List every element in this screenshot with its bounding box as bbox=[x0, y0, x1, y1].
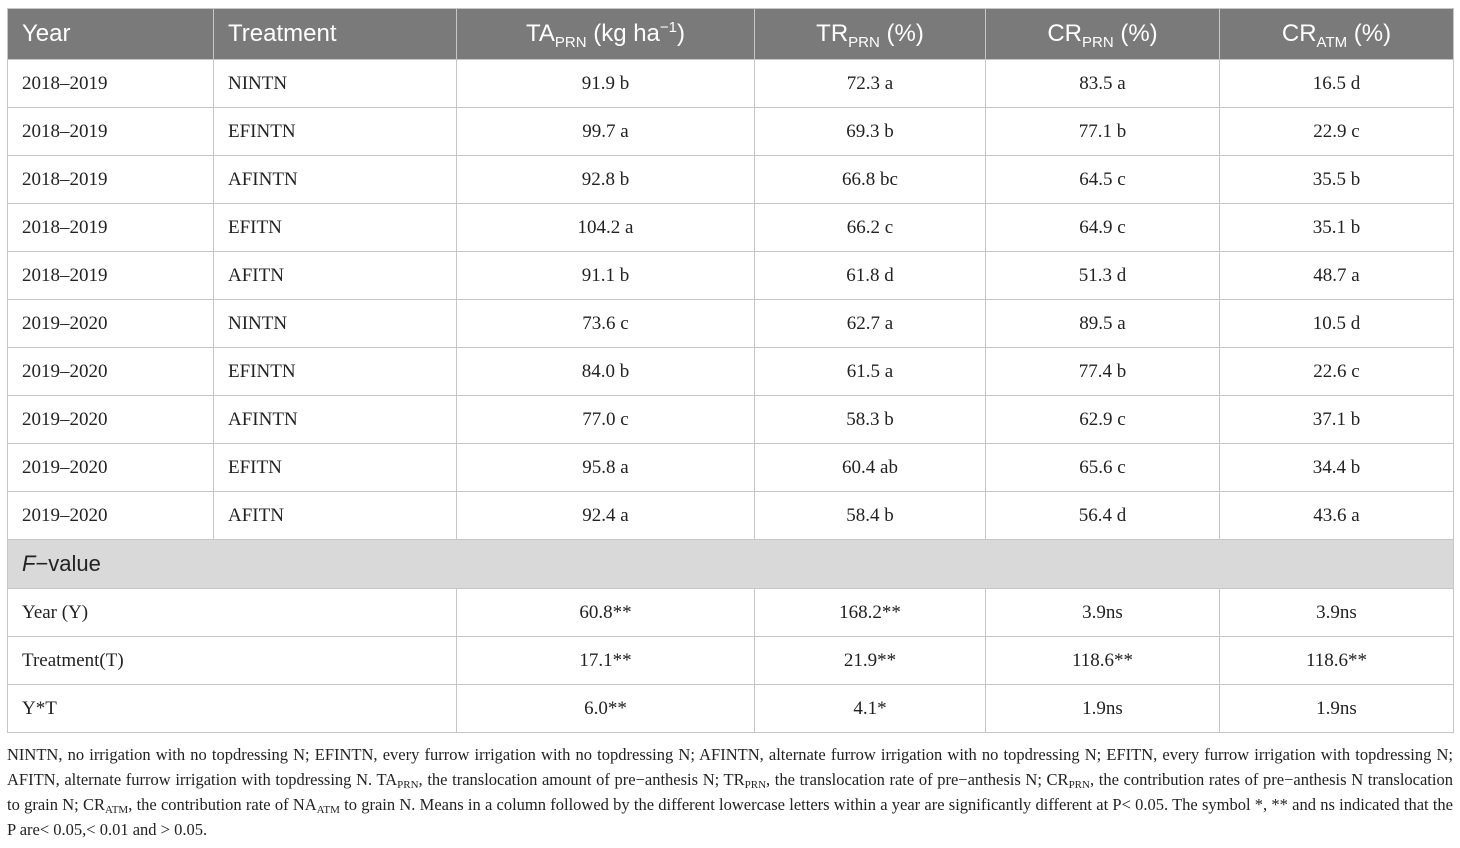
cell-cratm: 48.7 a bbox=[1220, 252, 1454, 300]
fvalue-row bbox=[8, 637, 1454, 685]
footnote-part: NINTN, no irrigation with no topdressing N; EFINTN, every furrow irrigation with no topdressing N; AFINTN, alternate furrow irrigation with no topdressing N; EFITN, every furrow irrigation with topdressing N; AFITN, alternate furrow irrigation with topdressing N. TA bbox=[7, 745, 1453, 789]
cell-crprn: 89.5 a bbox=[986, 300, 1220, 348]
cell-crprn: 83.5 a bbox=[986, 60, 1220, 108]
cell-crprn: 64.9 c bbox=[986, 204, 1220, 252]
cell-crprn: 62.9 c bbox=[986, 396, 1220, 444]
table-header bbox=[8, 9, 1454, 60]
cell-tr: 61.5 a bbox=[755, 348, 986, 396]
footnote-subscript: ATM bbox=[316, 804, 340, 816]
cell-treatment: AFITN bbox=[214, 492, 457, 540]
fvalue-section-row bbox=[8, 540, 1454, 589]
fvalue-label: Treatment(T) bbox=[8, 637, 457, 685]
header-ta-unit-sup: −1 bbox=[659, 19, 678, 36]
table-row bbox=[8, 492, 1454, 540]
data-table bbox=[7, 8, 1454, 733]
footnote-part: to grain N. Means in a column followed by the different lowercase letters within a year are significantly different at P< 0.05. The symbol *, ** and ns indicated that the P are< 0.05,< 0.01 and > 0.05. bbox=[7, 795, 1453, 839]
header-crprn-sub: PRN bbox=[1082, 34, 1114, 51]
cell-crprn: 56.4 d bbox=[986, 492, 1220, 540]
fvalue-cratm: 1.9ns bbox=[1220, 685, 1454, 733]
cell-tr: 61.8 d bbox=[755, 252, 986, 300]
header-ta-sub: PRN bbox=[554, 34, 587, 51]
cell-crprn: 77.4 b bbox=[986, 348, 1220, 396]
footnote-subscript: PRN bbox=[744, 779, 767, 791]
header-ta-unit-pre: (kg ha bbox=[586, 20, 660, 47]
header-cratm-unit: (%) bbox=[1347, 20, 1392, 47]
cell-year: 2018–2019 bbox=[8, 204, 214, 252]
cell-year: 2019–2020 bbox=[8, 444, 214, 492]
cell-year: 2019–2020 bbox=[8, 492, 214, 540]
table-row bbox=[8, 108, 1454, 156]
fvalue-label: Y*T bbox=[8, 685, 457, 733]
cell-tr: 58.4 b bbox=[755, 492, 986, 540]
header-treatment: Treatment bbox=[214, 9, 457, 60]
cell-year: 2018–2019 bbox=[8, 60, 214, 108]
fvalue-cratm: 118.6** bbox=[1220, 637, 1454, 685]
header-row bbox=[8, 9, 1454, 60]
table-footnote bbox=[7, 742, 1453, 842]
header-ta-unit-post: ) bbox=[677, 20, 686, 47]
fvalue-label: Year (Y) bbox=[8, 589, 457, 637]
fvalue-title-italic: F bbox=[22, 551, 36, 576]
fvalue-tr: 4.1* bbox=[755, 685, 986, 733]
cell-ta: 104.2 a bbox=[457, 204, 755, 252]
table-row bbox=[8, 204, 1454, 252]
cell-cratm: 22.6 c bbox=[1220, 348, 1454, 396]
cell-treatment: NINTN bbox=[214, 300, 457, 348]
table-body bbox=[8, 60, 1454, 733]
cell-cratm: 10.5 d bbox=[1220, 300, 1454, 348]
cell-ta: 77.0 c bbox=[457, 396, 755, 444]
header-tr-unit: (%) bbox=[879, 20, 924, 47]
fvalue-cratm: 3.9ns bbox=[1220, 589, 1454, 637]
header-cr-atm bbox=[1220, 9, 1454, 60]
fvalue-ta: 60.8** bbox=[457, 589, 755, 637]
footnote-part: , the contribution rates of pre−anthesis N translocation to grain N; CR bbox=[7, 770, 1453, 814]
cell-cratm: 22.9 c bbox=[1220, 108, 1454, 156]
fvalue-crprn: 3.9ns bbox=[986, 589, 1220, 637]
fvalue-crprn: 1.9ns bbox=[986, 685, 1220, 733]
cell-tr: 72.3 a bbox=[755, 60, 986, 108]
cell-crprn: 77.1 b bbox=[986, 108, 1220, 156]
cell-cratm: 34.4 b bbox=[1220, 444, 1454, 492]
cell-year: 2019–2020 bbox=[8, 300, 214, 348]
cell-cratm: 43.6 a bbox=[1220, 492, 1454, 540]
cell-year: 2018–2019 bbox=[8, 156, 214, 204]
table-row bbox=[8, 348, 1454, 396]
header-tr-main: TR bbox=[816, 20, 849, 47]
cell-treatment: EFINTN bbox=[214, 348, 457, 396]
fvalue-row bbox=[8, 589, 1454, 637]
cell-treatment: EFITN bbox=[214, 204, 457, 252]
cell-year: 2018–2019 bbox=[8, 108, 214, 156]
cell-ta: 99.7 a bbox=[457, 108, 755, 156]
header-tr-prn bbox=[755, 9, 986, 60]
cell-year: 2019–2020 bbox=[8, 396, 214, 444]
cell-tr: 69.3 b bbox=[755, 108, 986, 156]
footnote-subscript: PRN bbox=[397, 779, 419, 791]
cell-ta: 73.6 c bbox=[457, 300, 755, 348]
cell-year: 2018–2019 bbox=[8, 252, 214, 300]
footnote-subscript: PRN bbox=[1068, 779, 1090, 791]
header-cratm-main: CR bbox=[1281, 20, 1317, 47]
cell-year: 2019–2020 bbox=[8, 348, 214, 396]
footnote-part: , the contribution rate of NA bbox=[128, 795, 317, 814]
header-year: Year bbox=[8, 9, 214, 60]
cell-ta: 84.0 b bbox=[457, 348, 755, 396]
footnote-part: , the translocation rate of pre−anthesis N; CR bbox=[766, 770, 1069, 789]
cell-treatment: AFINTN bbox=[214, 396, 457, 444]
fvalue-row bbox=[8, 685, 1454, 733]
fvalue-title-rest: −value bbox=[35, 551, 101, 576]
cell-crprn: 64.5 c bbox=[986, 156, 1220, 204]
footnote-subscript: ATM bbox=[104, 804, 129, 816]
cell-treatment: EFINTN bbox=[214, 108, 457, 156]
cell-cratm: 35.5 b bbox=[1220, 156, 1454, 204]
cell-cratm: 16.5 d bbox=[1220, 60, 1454, 108]
table-row bbox=[8, 300, 1454, 348]
table-row bbox=[8, 252, 1454, 300]
header-crprn-main: CR bbox=[1047, 20, 1082, 47]
footnote-part: , the translocation amount of pre−anthesis N; TR bbox=[418, 770, 745, 789]
header-cratm-sub: ATM bbox=[1316, 34, 1348, 51]
cell-cratm: 37.1 b bbox=[1220, 396, 1454, 444]
table-row bbox=[8, 396, 1454, 444]
table-row bbox=[8, 156, 1454, 204]
fvalue-ta: 6.0** bbox=[457, 685, 755, 733]
cell-tr: 66.8 bc bbox=[755, 156, 986, 204]
cell-ta: 92.4 a bbox=[457, 492, 755, 540]
fvalue-section-title bbox=[8, 540, 1454, 589]
cell-tr: 58.3 b bbox=[755, 396, 986, 444]
cell-crprn: 51.3 d bbox=[986, 252, 1220, 300]
table-container bbox=[7, 8, 1453, 733]
cell-treatment: EFITN bbox=[214, 444, 457, 492]
cell-tr: 60.4 ab bbox=[755, 444, 986, 492]
header-cr-prn bbox=[986, 9, 1220, 60]
cell-cratm: 35.1 b bbox=[1220, 204, 1454, 252]
header-ta-prn bbox=[457, 9, 755, 60]
cell-crprn: 65.6 c bbox=[986, 444, 1220, 492]
table-row bbox=[8, 60, 1454, 108]
cell-treatment: AFINTN bbox=[214, 156, 457, 204]
header-crprn-unit: (%) bbox=[1113, 20, 1158, 47]
fvalue-tr: 168.2** bbox=[755, 589, 986, 637]
fvalue-crprn: 118.6** bbox=[986, 637, 1220, 685]
cell-ta: 91.9 b bbox=[457, 60, 755, 108]
fvalue-ta: 17.1** bbox=[457, 637, 755, 685]
fvalue-tr: 21.9** bbox=[755, 637, 986, 685]
cell-tr: 62.7 a bbox=[755, 300, 986, 348]
table-row bbox=[8, 444, 1454, 492]
header-tr-sub: PRN bbox=[848, 34, 880, 51]
cell-treatment: AFITN bbox=[214, 252, 457, 300]
cell-ta: 92.8 b bbox=[457, 156, 755, 204]
header-ta-main: TA bbox=[525, 20, 555, 47]
cell-treatment: NINTN bbox=[214, 60, 457, 108]
cell-tr: 66.2 c bbox=[755, 204, 986, 252]
cell-ta: 95.8 a bbox=[457, 444, 755, 492]
cell-ta: 91.1 b bbox=[457, 252, 755, 300]
